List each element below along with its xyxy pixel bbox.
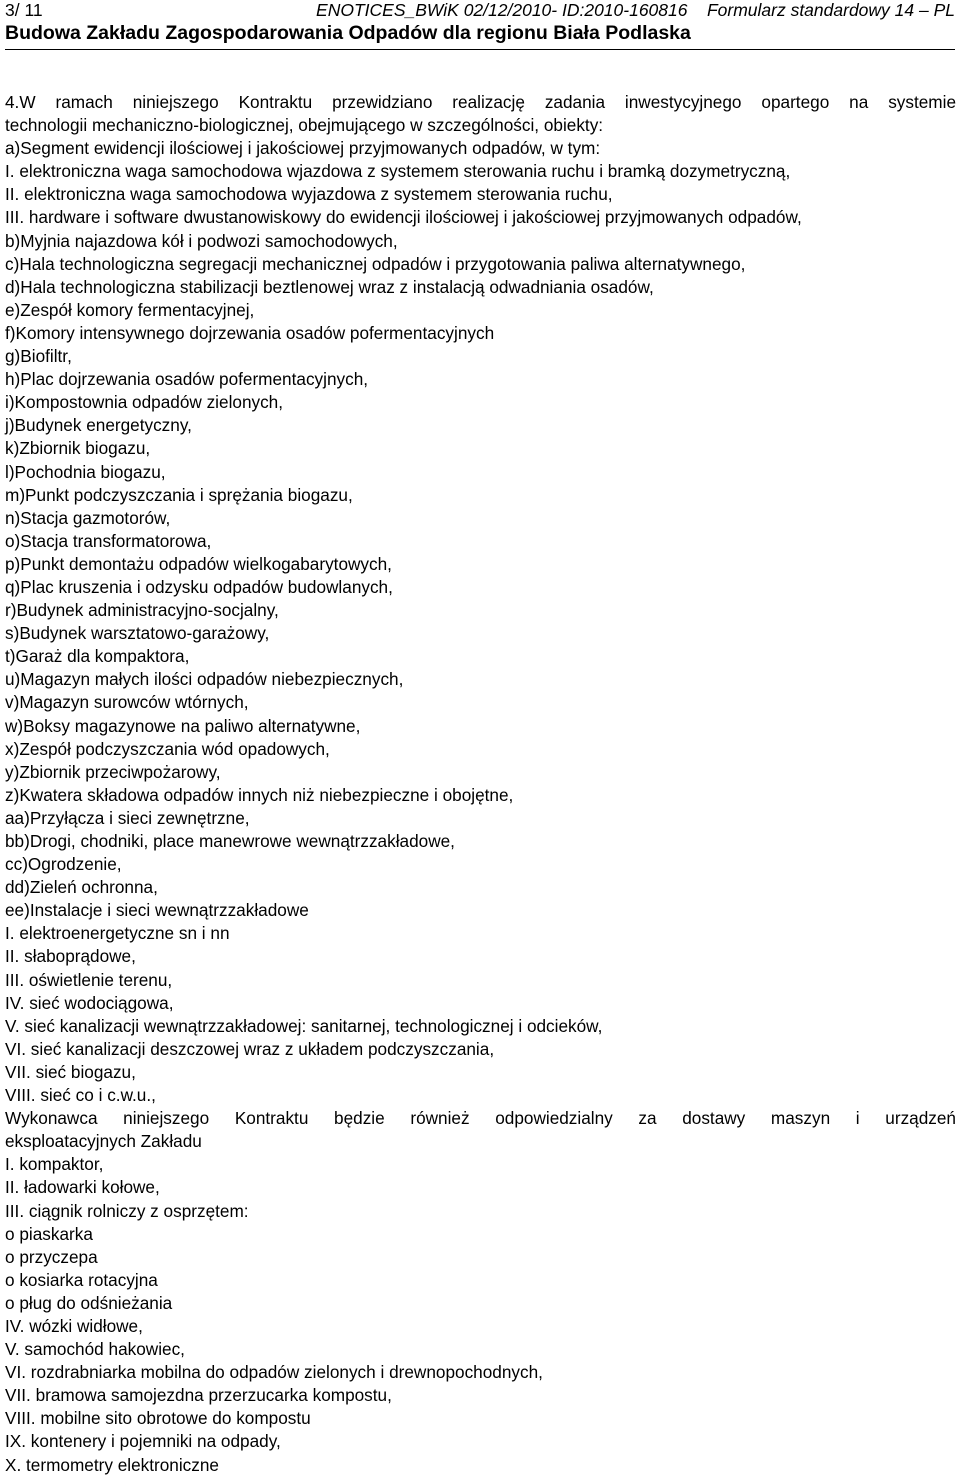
text-line: VII. bramowa samojezdna przerzucarka kompostu, bbox=[5, 1385, 392, 1406]
text-line: l)Pochodnia biogazu, bbox=[5, 461, 166, 482]
text-line: bb)Drogi, chodniki, place manewrowe wewnątrzzakładowe, bbox=[5, 831, 455, 851]
text-line: 4.W ramach niniejszego Kontraktu przewidziano realizację zadania inwestycyjnego opartego na systemie bbox=[5, 92, 956, 112]
text-line: VI. sieć kanalizacji deszczowej wraz z układem podczyszczania, bbox=[5, 1038, 495, 1059]
header-info: ENOTICES_BWiK 02/12/2010- ID:2010-160816 Formularz standardowy 14 – PL bbox=[316, 0, 955, 20]
text-line: III. ciągnik rolniczy z osprzętem: bbox=[5, 1200, 249, 1221]
text-line: ee)Instalacje i sieci wewnątrzzakładowe bbox=[5, 900, 309, 921]
text-line: v)Magazyn surowców wtórnych, bbox=[5, 692, 249, 713]
text-line: VIII. sieć co i c.w.u., bbox=[5, 1085, 156, 1106]
header-rule bbox=[5, 49, 955, 50]
text-line: II. ładowarki kołowe, bbox=[5, 1177, 160, 1198]
text-line: V. sieć kanalizacji wewnątrzzakładowej: sanitarnej, technologicznej i odcieków, bbox=[5, 1015, 603, 1036]
text-line: i)Kompostownia odpadów zielonych, bbox=[5, 392, 284, 413]
text-line: q)Plac kruszenia i odzysku odpadów budowlanych, bbox=[5, 576, 393, 597]
text-line: o)Stacja transformatorowa, bbox=[5, 530, 212, 551]
text-line: k)Zbiornik biogazu, bbox=[5, 438, 151, 459]
text-line: b)Myjnia najazdowa kół i podwozi samochodowych, bbox=[5, 230, 398, 251]
text-line: o pług do odśnieżania bbox=[5, 1292, 173, 1313]
text-line: eksploatacyjnych Zakładu bbox=[5, 1131, 202, 1152]
text-line: dd)Zieleń ochronna, bbox=[5, 877, 158, 898]
text-line: I. kompaktor, bbox=[5, 1154, 104, 1175]
text-line: VII. sieć biogazu, bbox=[5, 1061, 136, 1082]
text-line: f)Komory intensywnego dojrzewania osadów pofermentacyjnych bbox=[5, 322, 495, 343]
text-line: d)Hala technologiczna stabilizacji beztlenowej wraz z instalacją odwadniania osadów, bbox=[5, 276, 654, 297]
text-line: u)Magazyn małych ilości odpadów niebezpiecznych, bbox=[5, 669, 404, 690]
text-line: m)Punkt podczyszczania i sprężania biogazu, bbox=[5, 484, 353, 505]
page-header bbox=[5, 0, 955, 22]
text-line: e)Zespół komory fermentacyjnej, bbox=[5, 299, 255, 320]
text-line: II. słaboprądowe, bbox=[5, 946, 136, 967]
text-line: p)Punkt demontażu odpadów wielkogabarytowych, bbox=[5, 553, 392, 574]
text-line: IX. kontenery i pojemniki na odpady, bbox=[5, 1431, 281, 1452]
text-line: technologii mechaniczno-biologicznej, obejmującego w szczególności, obiekty: bbox=[5, 115, 604, 136]
language-code: PL bbox=[933, 0, 955, 20]
text-line: III. oświetlenie terenu, bbox=[5, 969, 173, 990]
text-line: h)Plac dojrzewania osadów pofermentacyjnych, bbox=[5, 369, 369, 390]
text-line: VIII. mobilne sito obrotowe do kompostu bbox=[5, 1408, 311, 1429]
page-number: 3/ 11 bbox=[5, 0, 43, 20]
text-line: VI. rozdrabniarka mobilna do odpadów zielonych i drewnopochodnych, bbox=[5, 1362, 543, 1383]
document-body bbox=[5, 91, 956, 1477]
text-line: o kosiarka rotacyjna bbox=[5, 1269, 158, 1290]
text-line: IV. sieć wodociągowa, bbox=[5, 992, 174, 1013]
text-line: s)Budynek warsztatowo-garażowy, bbox=[5, 623, 270, 644]
text-line: o przyczepa bbox=[5, 1246, 98, 1267]
text-line: V. samochód hakowiec, bbox=[5, 1339, 185, 1360]
form-type: Formularz standardowy 14 bbox=[706, 0, 915, 20]
notice-id: ENOTICES_BWiK 02/12/2010- ID:2010-160816 bbox=[316, 0, 688, 20]
text-line: j)Budynek energetyczny, bbox=[5, 415, 192, 436]
text-line: g)Biofiltr, bbox=[5, 346, 72, 367]
document-title: Budowa Zakładu Zagospodarowania Odpadów dla regionu Biała Podlaska bbox=[5, 22, 691, 44]
text-line: x)Zespół podczyszczania wód opadowych, bbox=[5, 738, 330, 759]
text-line: II. elektroniczna waga samochodowa wyjazdowa z systemem sterowania ruchu, bbox=[5, 184, 613, 205]
text-line: III. hardware i software dwustanowiskowy do ewidencji ilościowej i jakościowej przyjmowanych odpadów, bbox=[5, 207, 802, 228]
text-line: t)Garaż dla kompaktora, bbox=[5, 646, 190, 667]
text-line: X. termometry elektroniczne bbox=[5, 1454, 219, 1475]
text-line: cc)Ogrodzenie, bbox=[5, 854, 122, 875]
text-line: I. elektroniczna waga samochodowa wjazdowa z systemem sterowania ruchu i bramką dozymetryczną, bbox=[5, 161, 791, 182]
text-line: c)Hala technologiczna segregacji mechanicznej odpadów i przygotowania paliwa alternatywnego, bbox=[5, 253, 746, 274]
text-line: n)Stacja gazmotorów, bbox=[5, 507, 171, 528]
text-line: r)Budynek administracyjno-socjalny, bbox=[5, 600, 279, 621]
text-line: o piaskarka bbox=[5, 1223, 93, 1244]
text-line: w)Boksy magazynowe na paliwo alternatywne, bbox=[5, 715, 361, 736]
text-line: z)Kwatera składowa odpadów innych niż niebezpieczne i obojętne, bbox=[5, 784, 514, 805]
text-line: IV. wózki widłowe, bbox=[5, 1315, 143, 1336]
text-line: I. elektroenergetyczne sn i nn bbox=[5, 923, 230, 944]
text-line: y)Zbiornik przeciwpożarowy, bbox=[5, 761, 221, 782]
text-line: Wykonawca niniejszego Kontraktu będzie również odpowiedzialny za dostawy maszyn i urządzeń bbox=[5, 1108, 956, 1129]
text-line: a)Segment ewidencji ilościowej i jakościowej przyjmowanych odpadów, w tym: bbox=[5, 138, 601, 159]
text-line: aa)Przyłącza i sieci zewnętrzne, bbox=[5, 807, 250, 828]
